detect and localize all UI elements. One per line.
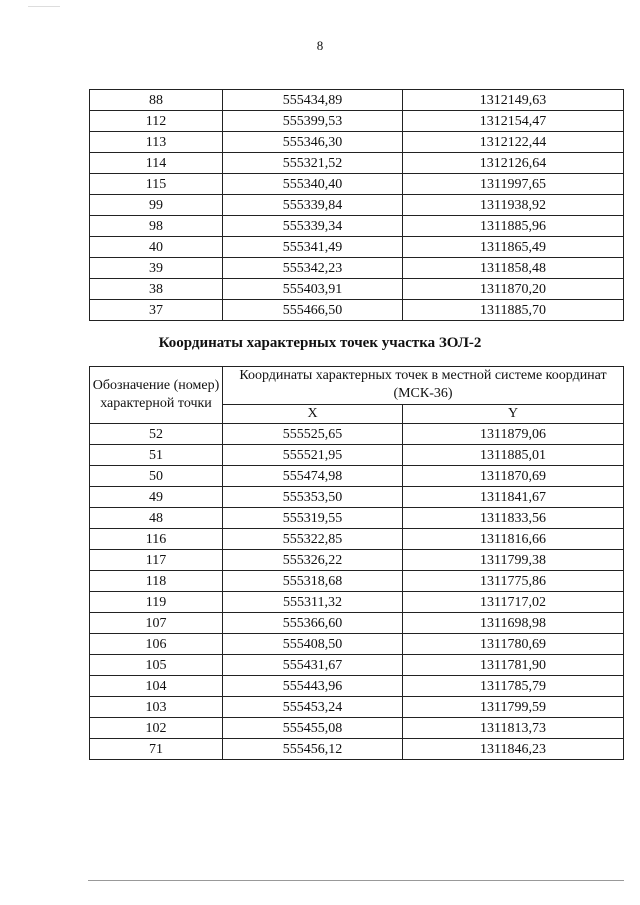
table-row (90, 676, 624, 697)
point-number-cell: 106 (90, 634, 223, 655)
x-coordinate-cell: 555319,55 (223, 508, 403, 529)
x-coordinate-cell: 555455,08 (223, 718, 403, 739)
y-coordinate-cell: 1312149,63 (403, 90, 624, 111)
table-row (90, 697, 624, 718)
point-column-header: Обозначение (номер) характерной точки (90, 367, 223, 424)
table-row (90, 529, 624, 550)
point-number-cell: 116 (90, 529, 223, 550)
x-coordinate-cell: 555366,60 (223, 613, 403, 634)
y-coordinate-cell: 1311816,66 (403, 529, 624, 550)
point-number-cell: 104 (90, 676, 223, 697)
y-coordinate-cell: 1311780,69 (403, 634, 624, 655)
x-coordinate-cell: 555321,52 (223, 153, 403, 174)
x-coordinate-cell: 555322,85 (223, 529, 403, 550)
x-coordinate-cell: 555340,40 (223, 174, 403, 195)
table-row (90, 216, 624, 237)
x-coordinate-cell: 555431,67 (223, 655, 403, 676)
point-number-cell: 105 (90, 655, 223, 676)
point-number-cell: 88 (90, 90, 223, 111)
y-coordinate-cell: 1312122,44 (403, 132, 624, 153)
y-coordinate-cell: 1311885,96 (403, 216, 624, 237)
table-row (90, 739, 624, 760)
point-number-cell: 119 (90, 592, 223, 613)
point-number-cell: 115 (90, 174, 223, 195)
x-coordinate-cell: 555408,50 (223, 634, 403, 655)
y-coordinate-cell: 1311698,98 (403, 613, 624, 634)
page-number: 8 (316, 38, 324, 53)
y-coordinate-cell: 1312126,64 (403, 153, 624, 174)
coordinates-column-header: Координаты характерных точек в местной системе координат (МСК-36) (223, 367, 624, 405)
point-number-cell: 102 (90, 718, 223, 739)
x-coordinate-cell: 555434,89 (223, 90, 403, 111)
section-title: Координаты характерных точек участка ЗОЛ-2 (158, 335, 482, 351)
point-number-cell: 112 (90, 111, 223, 132)
point-number-cell: 98 (90, 216, 223, 237)
table-row (90, 487, 624, 508)
point-number-cell: 49 (90, 487, 223, 508)
y-coordinate-cell: 1311781,90 (403, 655, 624, 676)
x-coordinate-cell: 555399,53 (223, 111, 403, 132)
y-coordinate-cell: 1311997,65 (403, 174, 624, 195)
y-coordinate-cell: 1311813,73 (403, 718, 624, 739)
point-number-cell: 118 (90, 571, 223, 592)
y-coordinate-cell: 1311785,79 (403, 676, 624, 697)
table-row (90, 655, 624, 676)
table-row (90, 550, 624, 571)
x-coordinate-cell: 555342,23 (223, 258, 403, 279)
x-coordinate-cell: 555318,68 (223, 571, 403, 592)
table-row (90, 195, 624, 216)
table-body (90, 424, 624, 760)
table-header (90, 367, 624, 424)
table-row (90, 237, 624, 258)
y-coordinate-cell: 1311833,56 (403, 508, 624, 529)
point-number-cell: 99 (90, 195, 223, 216)
x-coordinate-cell: 555466,50 (223, 300, 403, 321)
point-number-cell: 38 (90, 279, 223, 300)
point-number-cell: 37 (90, 300, 223, 321)
x-coordinate-cell: 555456,12 (223, 739, 403, 760)
page-bottom-rule (88, 880, 624, 881)
table-row (90, 613, 624, 634)
point-number-cell: 48 (90, 508, 223, 529)
table-row (90, 592, 624, 613)
y-coordinate-cell: 1311775,86 (403, 571, 624, 592)
table-row (90, 424, 624, 445)
point-number-cell: 50 (90, 466, 223, 487)
point-number-cell: 71 (90, 739, 223, 760)
x-coordinate-cell: 555353,50 (223, 487, 403, 508)
point-number-cell: 51 (90, 445, 223, 466)
table-row (90, 258, 624, 279)
x-coordinate-cell: 555525,65 (223, 424, 403, 445)
point-number-cell: 39 (90, 258, 223, 279)
x-coordinate-cell: 555341,49 (223, 237, 403, 258)
point-number-cell: 103 (90, 697, 223, 718)
x-coordinate-cell: 555339,84 (223, 195, 403, 216)
y-coordinate-cell: 1311885,01 (403, 445, 624, 466)
point-number-cell: 117 (90, 550, 223, 571)
x-coordinate-cell: 555346,30 (223, 132, 403, 153)
y-coordinate-cell: 1311799,59 (403, 697, 624, 718)
y-coordinate-cell: 1311858,48 (403, 258, 624, 279)
y-coordinate-cell: 1311865,49 (403, 237, 624, 258)
y-coordinate-cell: 1311841,67 (403, 487, 624, 508)
x-coordinate-cell: 555453,24 (223, 697, 403, 718)
coordinates-table-continued (89, 89, 624, 321)
table-row (90, 466, 624, 487)
x-coordinate-cell: 555339,34 (223, 216, 403, 237)
table-row (90, 508, 624, 529)
x-coordinate-cell: 555403,91 (223, 279, 403, 300)
y-coordinate-cell: 1311846,23 (403, 739, 624, 760)
scan-corner-mark (28, 6, 60, 7)
y-coordinate-cell: 1312154,47 (403, 111, 624, 132)
table-row (90, 174, 624, 195)
y-coordinate-cell: 1311870,69 (403, 466, 624, 487)
table-row (90, 90, 624, 111)
table-body (90, 90, 624, 321)
y-coordinate-cell: 1311799,38 (403, 550, 624, 571)
table-row (90, 300, 624, 321)
x-column-header: X (223, 404, 403, 423)
table-row (90, 634, 624, 655)
y-coordinate-cell: 1311938,92 (403, 195, 624, 216)
y-coordinate-cell: 1311879,06 (403, 424, 624, 445)
x-coordinate-cell: 555443,96 (223, 676, 403, 697)
y-coordinate-cell: 1311870,20 (403, 279, 624, 300)
x-coordinate-cell: 555521,95 (223, 445, 403, 466)
point-number-cell: 113 (90, 132, 223, 153)
table-row (90, 571, 624, 592)
table-row (90, 153, 624, 174)
x-coordinate-cell: 555326,22 (223, 550, 403, 571)
x-coordinate-cell: 555474,98 (223, 466, 403, 487)
point-number-cell: 40 (90, 237, 223, 258)
table-row (90, 445, 624, 466)
coordinates-table-zol-2 (89, 366, 624, 760)
point-number-cell: 107 (90, 613, 223, 634)
table-row (90, 718, 624, 739)
point-number-cell: 52 (90, 424, 223, 445)
point-number-cell: 114 (90, 153, 223, 174)
x-coordinate-cell: 555311,32 (223, 592, 403, 613)
y-coordinate-cell: 1311885,70 (403, 300, 624, 321)
table-row (90, 279, 624, 300)
table-row (90, 111, 624, 132)
header-row (90, 367, 624, 405)
table-row (90, 132, 624, 153)
y-coordinate-cell: 1311717,02 (403, 592, 624, 613)
y-column-header: Y (403, 404, 624, 423)
